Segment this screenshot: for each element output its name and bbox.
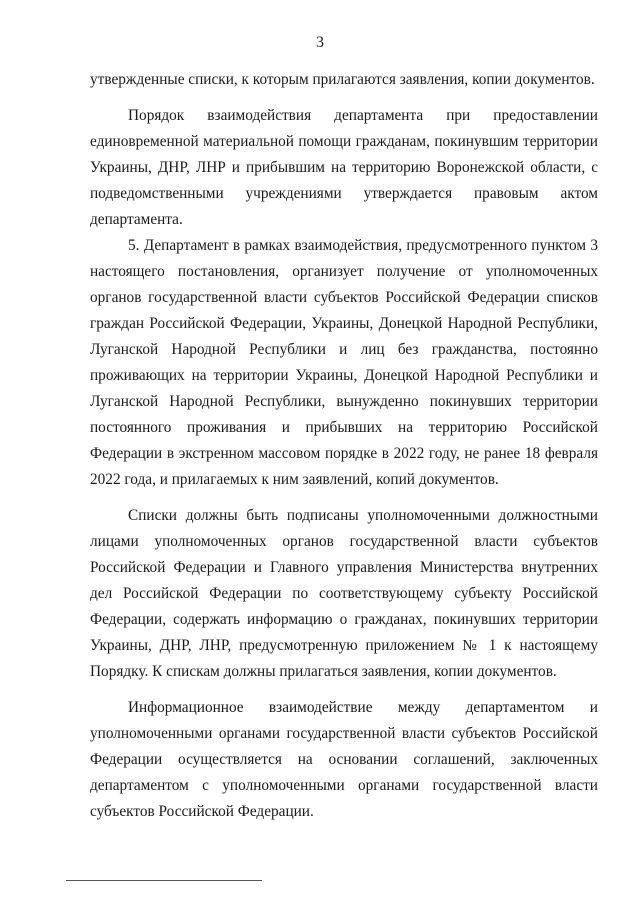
page-number: 3 <box>316 34 324 51</box>
paragraph-continuation: утвержденные списки, к которым прилагаются заявления, копии документов. <box>90 71 595 88</box>
paragraph-lists-signing: Списки должны быть подписаны уполномоченными должностными лицами уполномоченных органов государственной власти субъектов Российской Федерации и Главного управления Министерства внутренних дел Российской Федерации по соответствующему субъекту Российской Федерации, содержать информацию о гражданах, покинувших территории Украины, ДНР, ЛНР, предусмотренную приложением № 1 к настоящему Порядку. К спискам должны прилагаться заявления, копии документов. <box>90 507 598 680</box>
paragraph-interaction-procedure: Порядок взаимодействия департамента при предоставлении единовременной материальной помощи гражданам, покинувшим территории Украины, ДНР, ЛНР и прибывшим на территорию Воронежской области, с подведомственными учреждениями утверждается правовым актом департамента. <box>90 107 598 228</box>
paragraph-item-5: 5. Департамент в рамках взаимодействия, предусмотренного пунктом 3 настоящего постановления, организует получение от уполномоченных органов государственной власти субъектов Российской Федерации списков граждан Российской Федерации, Украины, Донецкой Народной Республики, Луганской Народной Республики и лиц без гражданства, постоянно проживающих на территории Украины, Донецкой Народной Республики и Луганской Народной Республики, вынужденно покинувших территории постоянного проживания и прибывших на территорию Российской Федерации в экстренном массовом порядке в 2022 году, не ранее 18 февраля 2022 года, и прилагаемых к ним заявлений, копий документов. <box>90 237 598 488</box>
footer-rule <box>66 880 262 881</box>
document-body <box>90 67 598 825</box>
paragraph-information-exchange: Информационное взаимодействие между департаментом и уполномоченными органами государственной власти субъектов Российской Федерации осуществляется на основании соглашений, заключенных департаментом с уполномоченными органами государственной власти субъектов Российской Федерации. <box>90 699 598 820</box>
